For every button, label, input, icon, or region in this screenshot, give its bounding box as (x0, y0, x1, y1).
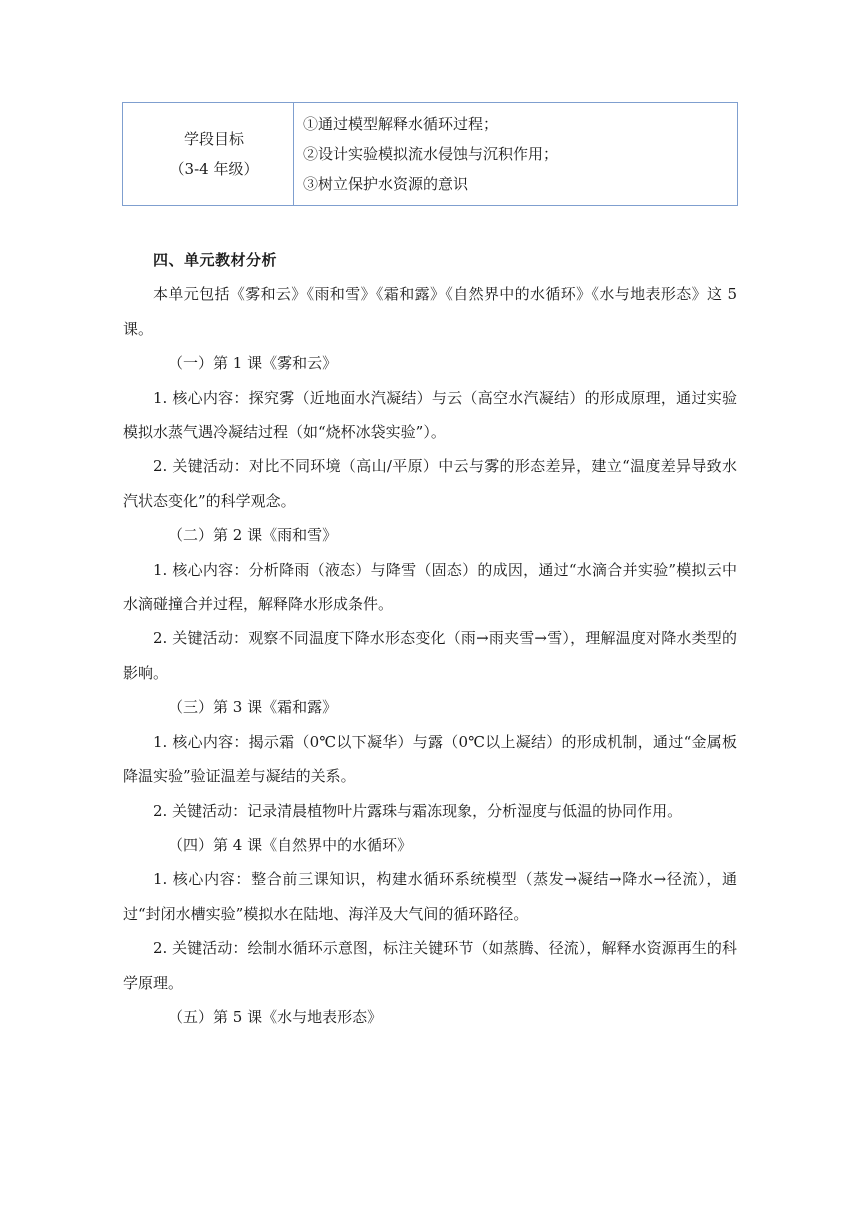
unit-analysis-section (123, 243, 737, 1034)
stage-goal-label: 学段目标 (183, 130, 244, 148)
lesson-key-activity: 2. 关键活动：观察不同温度下降水形态变化（雨→雨夹雪→雪），理解温度对降水类型的影响。 (123, 629, 737, 682)
lesson-title: （二）第 2 课《雨和雪》 (168, 526, 338, 545)
lesson-core-content: 1. 核心内容：探究雾（近地面水汽凝结）与云（高空水汽凝结）的形成原理，通过实验模拟水蒸气遇冷凝结过程（如“烧杯冰袋实验”）。 (123, 388, 737, 442)
lesson-title: （五）第 5 课《水与地表形态》 (168, 1007, 383, 1026)
lesson-core-content: 1. 核心内容：揭示霜（0℃以下凝华）与露（0℃以上凝结）的形成机制，通过“金属板降温实验”验证温差与凝结的关系。 (123, 732, 737, 786)
lesson-key-activity: 2. 关键活动：对比不同环境（高山/平原）中云与雾的形态差异，建立“温度差异导致水汽状态变化”的科学观念。 (123, 457, 737, 510)
grade-range-label: （3-4 年级） (169, 160, 259, 178)
stage-goal-label-cell (123, 103, 294, 205)
lesson-key-activity: 2. 关键活动：记录清晨植物叶片露珠与霜冻现象，分析湿度与低温的协同作用。 (153, 801, 683, 820)
goal-item: ③树立保护水资源的意识 (303, 175, 469, 193)
lesson-key-activity: 2. 关键活动：绘制水循环示意图，标注关键环节（如蒸腾、径流），解释水资源再生的科学原理。 (123, 939, 737, 992)
section-intro: 本单元包括《雾和云》《雨和雪》《霜和露》《自然界中的水循环》《水与地表形态》这 5 课。 (123, 285, 737, 338)
lesson-core-content: 1. 核心内容：整合前三课知识，构建水循环系统模型（蒸发→凝结→降水→径流），通过“封闭水槽实验”模拟水在陆地、海洋及大气间的循环路径。 (123, 870, 737, 923)
lesson-title: （一）第 1 课《雾和云》 (168, 354, 338, 373)
section-heading: 四、单元教材分析 (153, 251, 278, 269)
lesson-core-content: 1. 核心内容：分析降雨（液态）与降雪（固态）的成因，通过“水滴合并实验”模拟云中水滴碰撞合并过程，解释降水形成条件。 (123, 560, 737, 614)
goal-item: ①通过模型解释水循环过程； (303, 115, 499, 133)
lesson-title: （三）第 3 课《霜和露》 (168, 698, 338, 717)
stage-goal-table (122, 102, 738, 206)
stage-goal-items-cell (294, 103, 737, 205)
goal-item: ②设计实验模拟流水侵蚀与沉积作用； (303, 145, 559, 163)
lesson-title: （四）第 4 课《自然界中的水循环》 (168, 835, 413, 854)
